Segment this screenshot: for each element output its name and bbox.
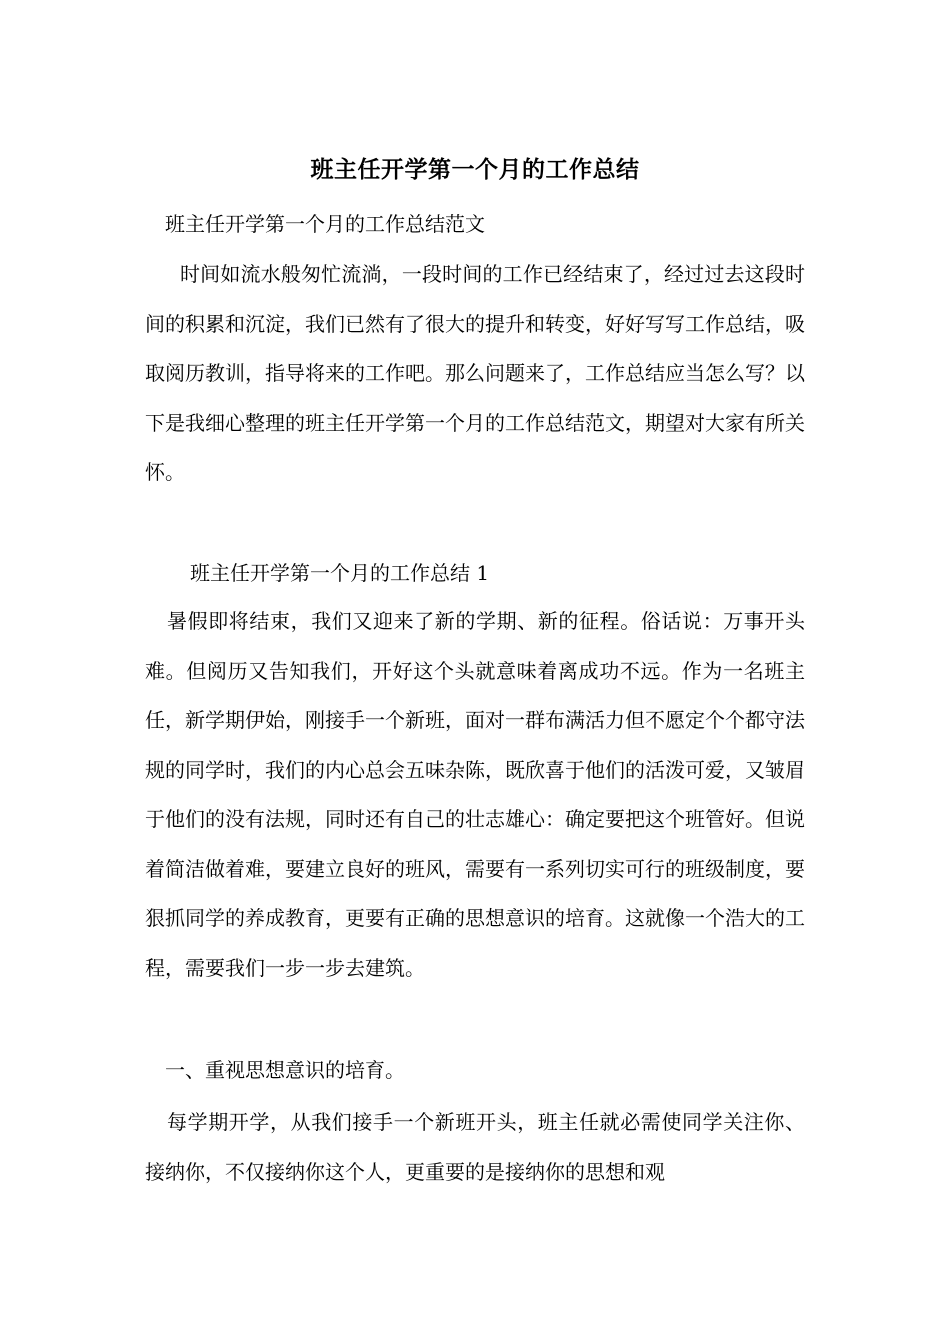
section-heading: 班主任开学第一个月的工作总结 1 <box>190 561 490 585</box>
document-subtitle: 班主任开学第一个月的工作总结范文 <box>165 212 485 236</box>
body-paragraph-1: 暑假即将结束，我们又迎来了新的学期、新的征程。俗话说：万事开头难。但阅历又告知我们，开好这个头就意味着离成功不远。作为一名班主任，新学期伊始，刚接手一个新班，面对一群布满活力但不愿定个个都守法规的同学时，我们的内心总会五味杂陈，既欣喜于他们的活泼可爱，又皱眉于他们的没有法规，同时还有自己的壮志雄心：确定要把这个班管好。但说着简洁做着难，要建立良好的班风，需要有一系列切实可行的班级制度，要狠抓同学的养成教育，更要有正确的思想意识的培育。这就像一个浩大的工程，需要我们一步一步去建筑。 <box>145 609 805 980</box>
intro-paragraph: 时间如流水般匆忙流淌，一段时间的工作已经结束了，经过过去这段时间的积累和沉淀，我们已然有了很大的提升和转变，好好写写工作总结，吸取阅历教训，指导将来的工作吧。那么问题来了，工作总结应当怎么写？以下是我细心整理的班主任开学第一个月的工作总结范文，期望对大家有所关怀。 <box>145 262 805 484</box>
document-title: 班主任开学第一个月的工作总结 <box>310 156 640 183</box>
body-paragraph-2: 每学期开学，从我们接手一个新班开头，班主任就必需使同学关注你、接纳你，不仅接纳你这个人，更重要的是接纳你的思想和观 <box>145 1110 805 1184</box>
subheading-1: 一、重视思想意识的培育。 <box>165 1058 405 1082</box>
